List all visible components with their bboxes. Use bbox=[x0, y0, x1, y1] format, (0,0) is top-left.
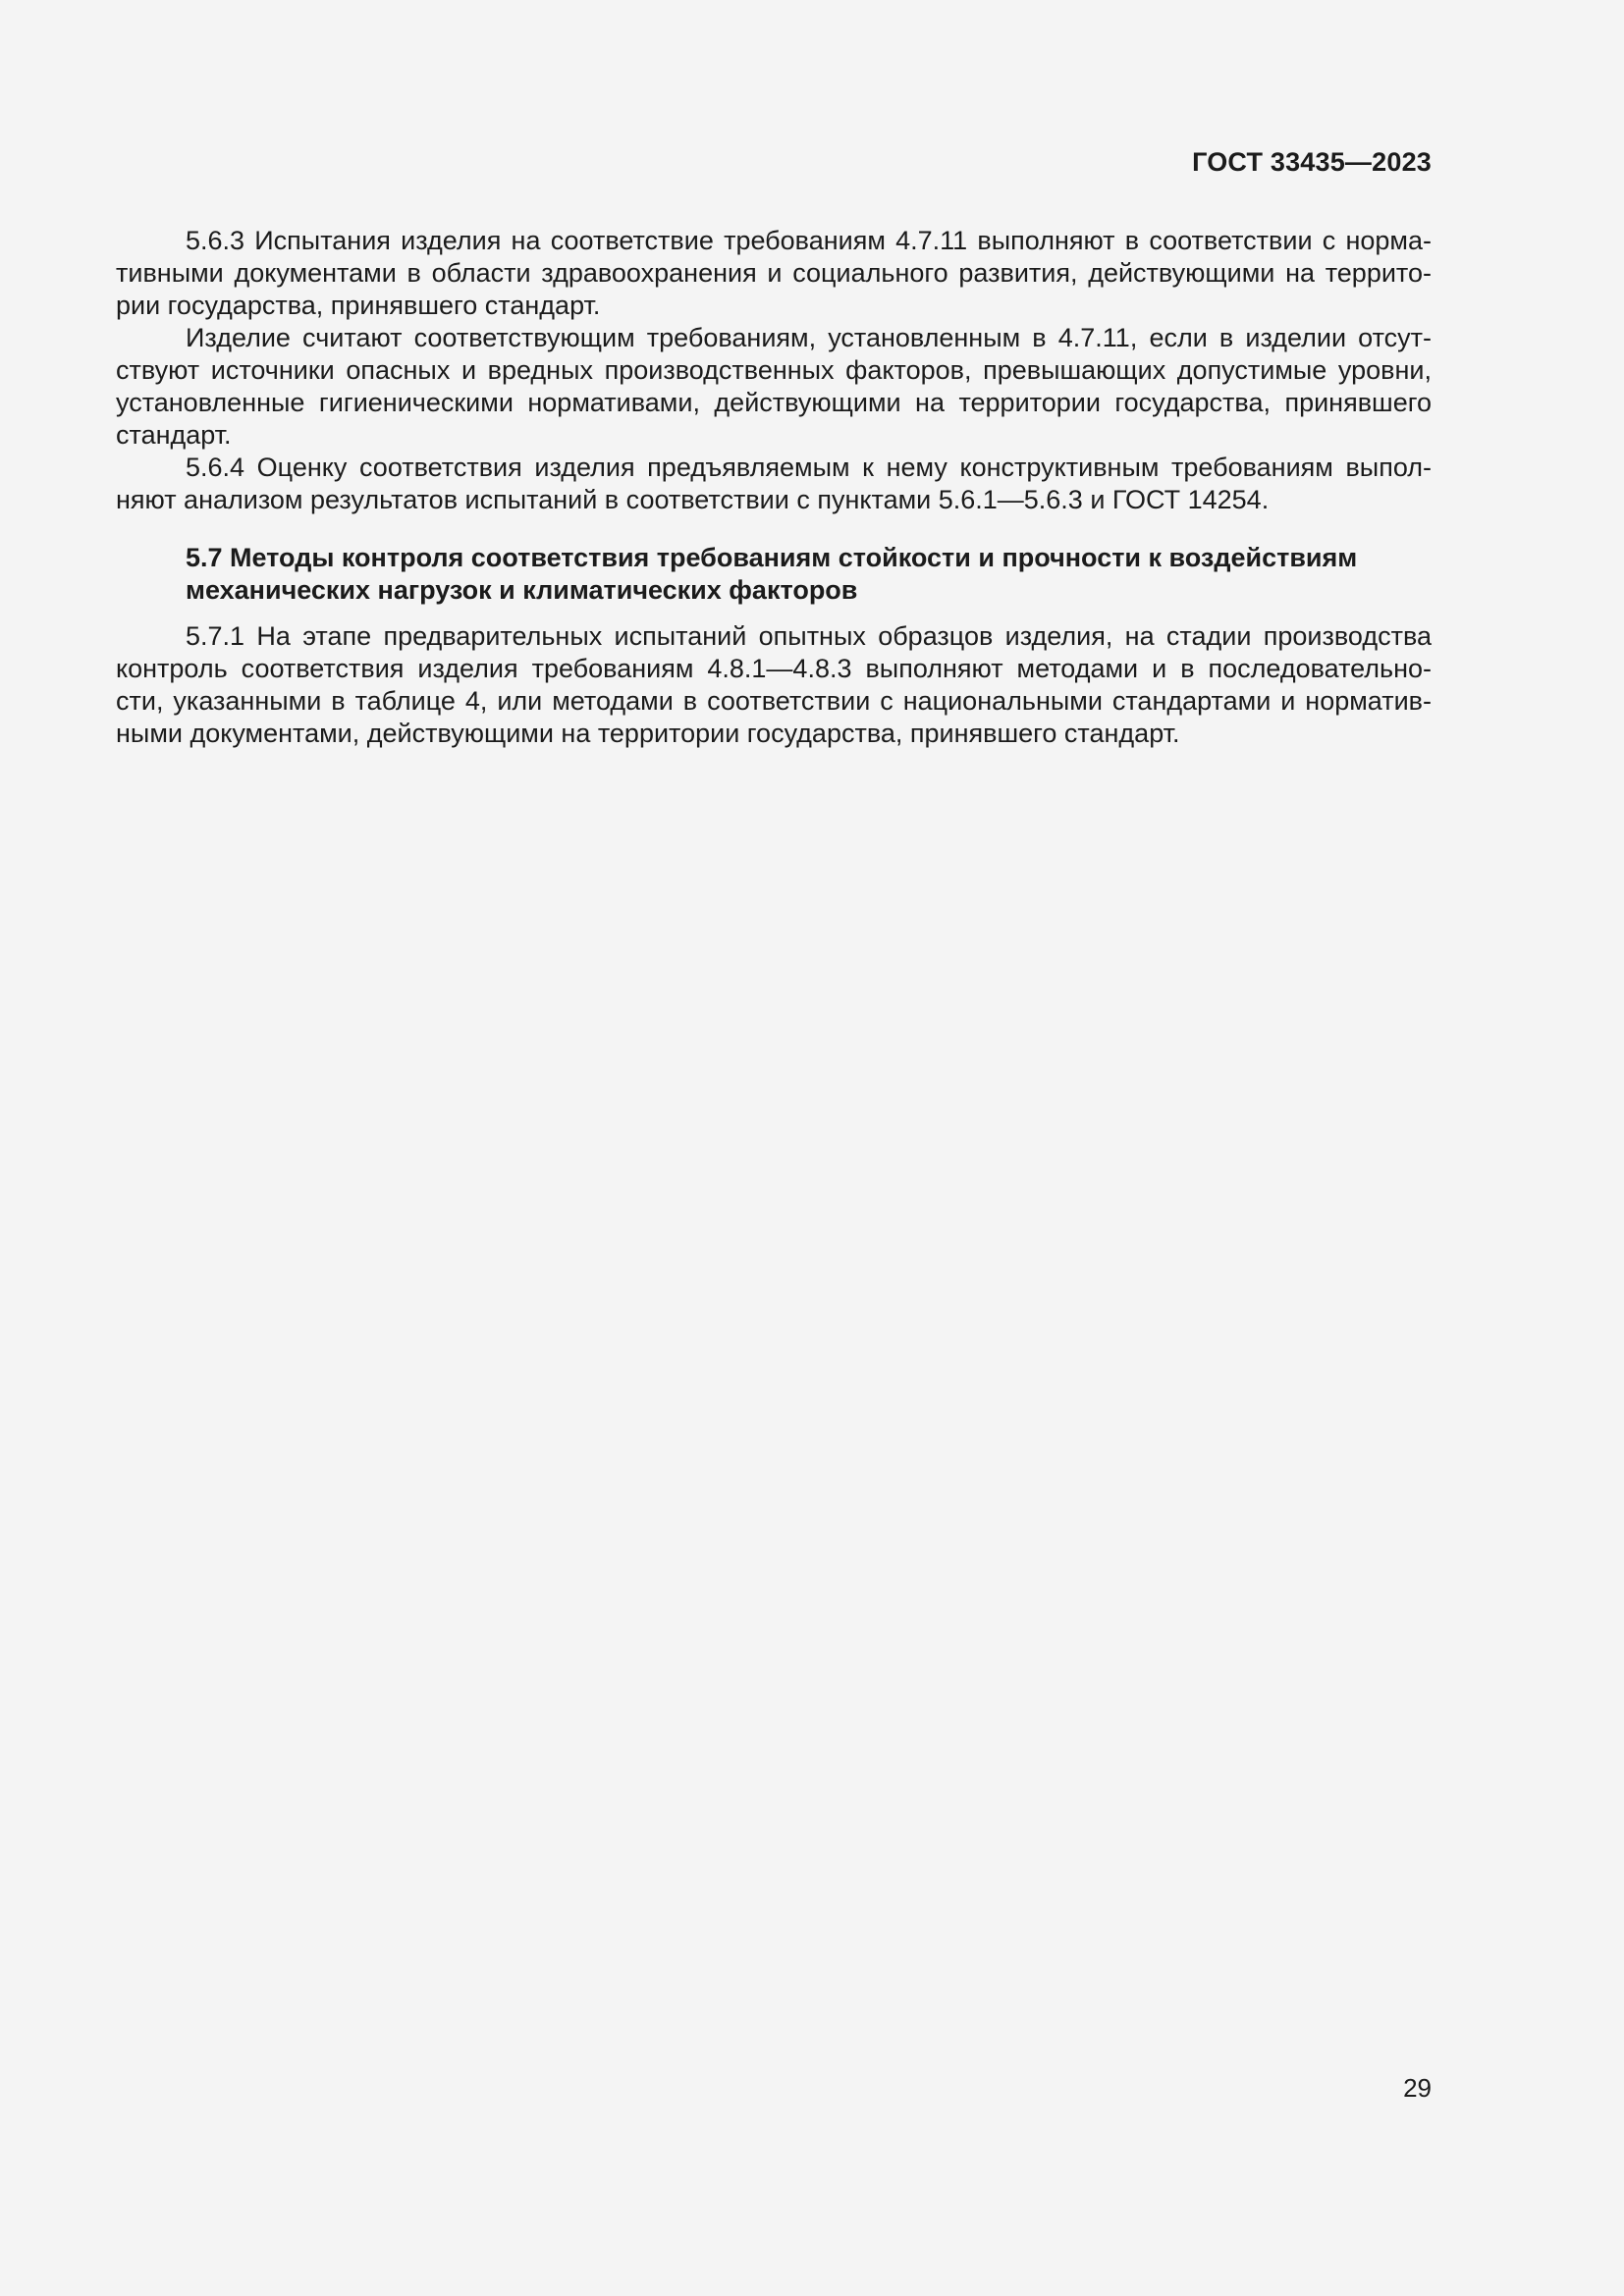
text-line: ными документами, действующими на территории государства, принявшего стандарт. bbox=[116, 719, 1180, 748]
paragraph-5-7-1 bbox=[116, 620, 1432, 750]
document-page bbox=[116, 0, 1432, 2296]
text-line: установленные гигиеническими нормативами, действующими на территории государства, принявшего bbox=[116, 388, 1432, 417]
text-line: няют анализом результатов испытаний в соответствии с пунктами 5.6.1—5.6.3 и ГОСТ 14254. bbox=[116, 485, 1270, 514]
paragraph-5-6-3 bbox=[116, 225, 1432, 322]
text-line: 5.6.4 Оценку соответствия изделия предъявляемым к нему конструктивным требованиям выпол- bbox=[186, 453, 1432, 482]
document-code-header: ГОСТ 33435—2023 bbox=[1192, 147, 1432, 177]
text-line: сти, указанными в таблице 4, или методами в соответствии с национальными стандартами и норматив- bbox=[116, 686, 1432, 716]
text-line: ствуют источники опасных и вредных производственных факторов, превышающих допустимые уровни, bbox=[116, 355, 1432, 385]
heading-line: механических нагрузок и климатических факторов bbox=[186, 575, 858, 605]
text-line: Изделие считают соответствующим требованиям, установленным в 4.7.11, если в изделии отсут- bbox=[186, 323, 1432, 352]
section-heading-5-7 bbox=[116, 542, 1432, 607]
paragraph-5-6-4 bbox=[116, 452, 1432, 516]
page-number: 29 bbox=[1403, 2073, 1432, 2103]
text-line: тивными документами в области здравоохранения и социального развития, действующими на террито- bbox=[116, 258, 1432, 288]
heading-line: 5.7 Методы контроля соответствия требованиям стойкости и прочности к воздействиям bbox=[186, 543, 1358, 572]
text-line: рии государства, принявшего стандарт. bbox=[116, 291, 601, 320]
text-line: 5.6.3 Испытания изделия на соответствие требованиям 4.7.11 выполняют в соответствии с норма- bbox=[186, 226, 1432, 255]
document-body bbox=[116, 225, 1432, 750]
text-line: контроль соответствия изделия требованиям 4.8.1—4.8.3 выполняют методами и в последовательно- bbox=[116, 654, 1432, 683]
text-line: стандарт. bbox=[116, 420, 232, 450]
paragraph-product-compliance bbox=[116, 322, 1432, 452]
text-line: 5.7.1 На этапе предварительных испытаний опытных образцов изделия, на стадии производства bbox=[186, 621, 1432, 651]
